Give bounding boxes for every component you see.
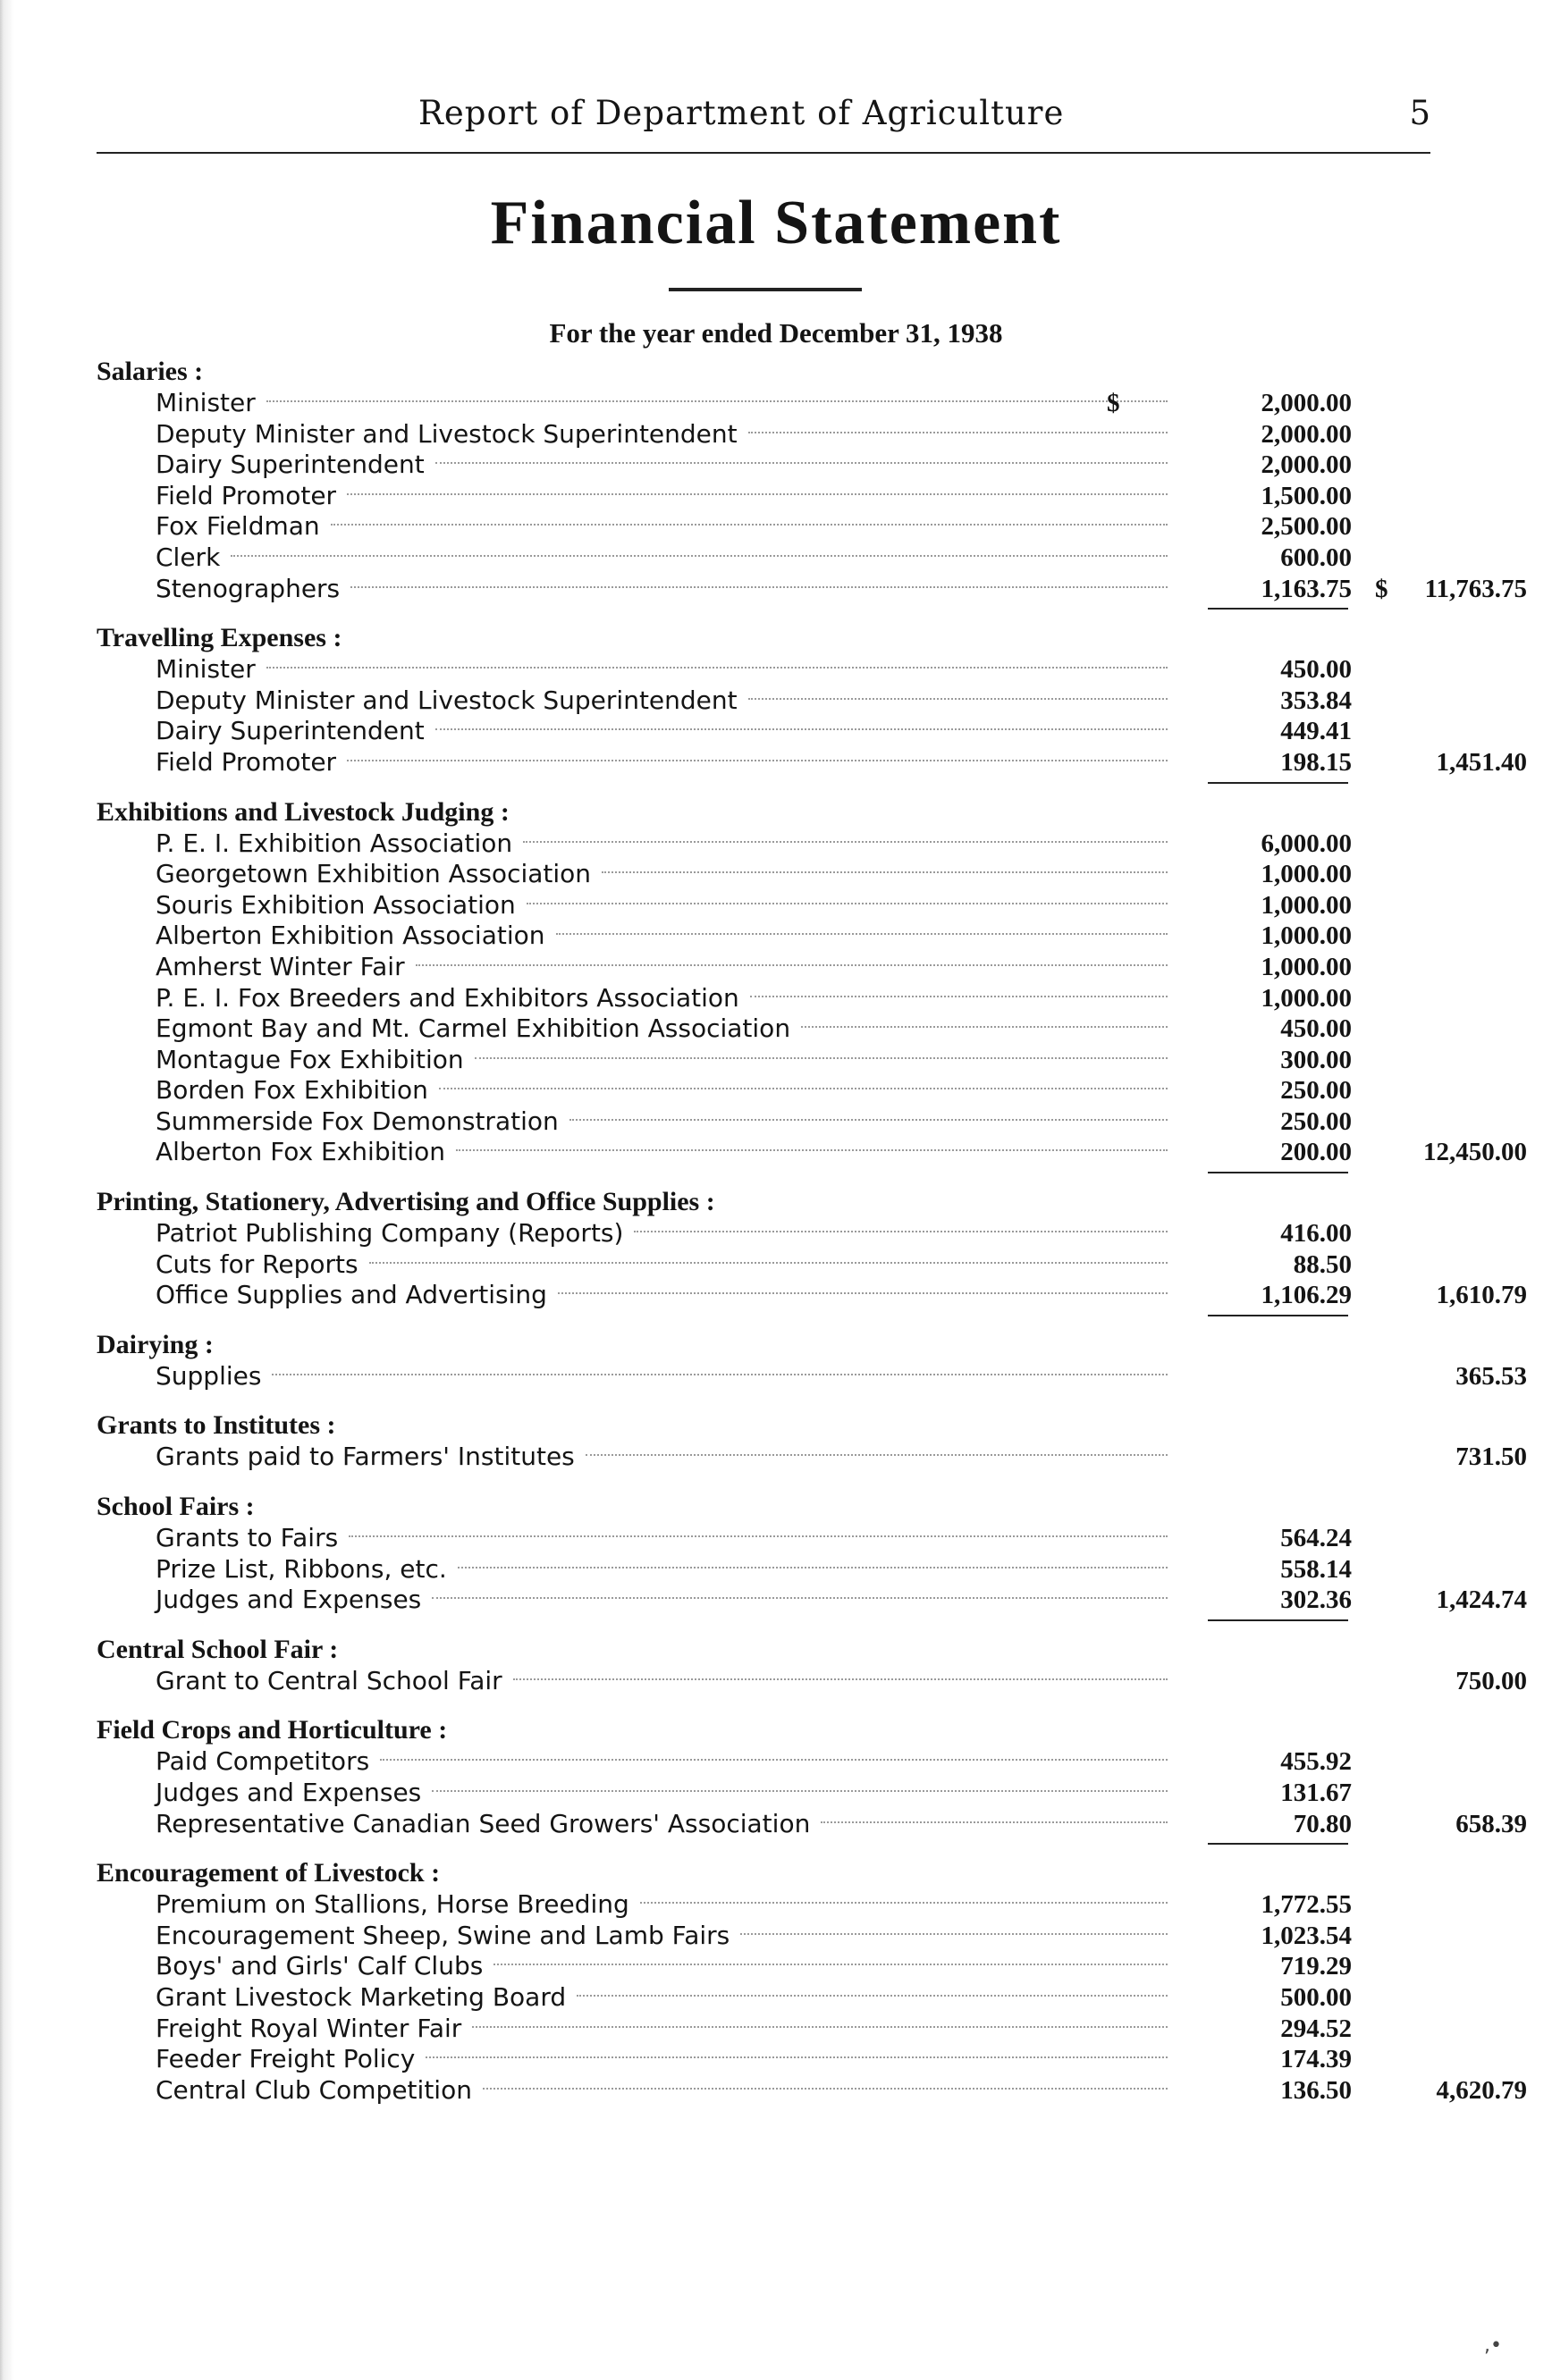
dot-leader xyxy=(750,983,1168,997)
line-item-label-group xyxy=(156,1280,1175,1311)
subtotal-rule xyxy=(1208,1619,1348,1621)
line-item-amount: 131.67 xyxy=(1280,1779,1352,1807)
line-item-amount: 416.00 xyxy=(1280,1219,1352,1249)
line-item-amount: 1,106.29 xyxy=(1261,1281,1352,1310)
line-item-amount: 1,000.00 xyxy=(1261,952,1352,981)
line-item-amount: 1,000.00 xyxy=(1261,860,1352,889)
line-item-label: Judges and Expenses xyxy=(156,1778,422,1807)
dot-leader xyxy=(527,890,1168,904)
section-total: 658.39 xyxy=(1455,1809,1527,1838)
line-item-label-group xyxy=(156,1045,1175,1076)
statement-section xyxy=(97,1491,1527,1616)
line-item-label: Prize List, Ribbons, etc. xyxy=(156,1553,447,1584)
line-item-label-group xyxy=(156,716,1175,747)
line-item-amount: 88.50 xyxy=(1293,1249,1352,1279)
line-item-label: Alberton Fox Exhibition xyxy=(156,1137,446,1167)
line-item-amount: 302.36 xyxy=(1280,1585,1352,1615)
line-item-amount: 2,500.00 xyxy=(1261,512,1352,542)
line-item-amount: 1,000.00 xyxy=(1261,890,1352,920)
statement-section xyxy=(97,796,1527,1169)
dot-leader xyxy=(634,1218,1168,1232)
dot-leader xyxy=(456,1137,1168,1151)
line-item-label: Borden Fox Exhibition xyxy=(156,1075,428,1106)
line-item xyxy=(97,921,1438,952)
line-item xyxy=(97,1808,1527,1840)
line-item-label: Boys' and Girls' Calf Clubs xyxy=(156,1951,484,1981)
line-item xyxy=(97,1982,1438,2014)
line-item-label: Grant Livestock Marketing Board xyxy=(156,1981,567,2012)
line-item-label-group xyxy=(156,2044,1175,2075)
line-item-label-group xyxy=(156,511,1175,542)
line-item-label-group xyxy=(156,1951,1175,1982)
line-item-amount: 294.52 xyxy=(1280,2014,1352,2043)
line-item xyxy=(97,1746,1438,1778)
dot-leader xyxy=(458,1554,1168,1568)
line-item-label: Judges and Expenses xyxy=(156,1585,422,1615)
line-item xyxy=(97,1442,1527,1473)
dot-leader xyxy=(569,1106,1168,1121)
line-item xyxy=(97,746,1527,778)
subtotal-rule xyxy=(1208,1843,1348,1845)
dot-leader xyxy=(602,859,1168,873)
header-rule xyxy=(97,152,1430,154)
dot-leader xyxy=(493,1951,1168,1965)
line-item-label: Field Promoter xyxy=(156,480,337,510)
dot-leader xyxy=(439,1075,1168,1089)
statement-section xyxy=(97,1857,1527,2106)
line-item-label: Alberton Exhibition Association xyxy=(156,921,545,951)
line-item xyxy=(97,828,1438,860)
line-item-label-group xyxy=(156,1075,1175,1106)
line-item-amount: 450.00 xyxy=(1280,1014,1352,1044)
dot-leader xyxy=(231,542,1168,557)
line-item-label: Montague Fox Exhibition xyxy=(156,1044,464,1074)
line-item-label: Encouragement Sheep, Swine and Lamb Fairs xyxy=(156,1920,730,1950)
line-item-amount: 500.00 xyxy=(1280,1982,1352,2012)
line-item-amount: 1,000.00 xyxy=(1261,921,1352,951)
dot-leader xyxy=(513,1666,1168,1680)
total-dollar-sign: $ xyxy=(1375,574,1388,603)
dot-leader xyxy=(435,716,1168,730)
line-item-label: Paid Competitors xyxy=(156,1746,370,1777)
line-item-amount: 455.92 xyxy=(1280,1747,1352,1777)
line-item-amount: 250.00 xyxy=(1280,1076,1352,1106)
dot-leader xyxy=(435,450,1168,464)
line-item xyxy=(97,2074,1527,2107)
line-item-label: Stenographers xyxy=(156,573,341,603)
line-item xyxy=(97,542,1438,574)
section-total: 731.50 xyxy=(1455,1442,1527,1472)
subtotal-rule xyxy=(1208,1172,1348,1173)
line-item-label: Deputy Minister and Livestock Superintendent xyxy=(156,418,738,449)
line-item-label-group xyxy=(156,1889,1175,1921)
statement-section xyxy=(97,622,1527,778)
line-item-label-group xyxy=(156,450,1175,481)
page-number: 5 xyxy=(1409,94,1430,132)
line-item-label-group xyxy=(156,2014,1175,2045)
dot-leader xyxy=(558,1280,1168,1294)
line-item-label-group xyxy=(156,1137,1175,1168)
section-heading: Encouragement of Livestock : xyxy=(97,1858,441,1888)
line-item xyxy=(97,1951,1438,1982)
subtotal-rule xyxy=(1208,782,1348,784)
dot-leader xyxy=(266,388,1168,402)
line-item-amount: 564.24 xyxy=(1280,1524,1352,1553)
line-item-label: Supplies xyxy=(156,1360,262,1391)
line-item-label: Central Club Competition xyxy=(156,2074,472,2105)
line-item-amount: 2,000.00 xyxy=(1261,419,1352,449)
line-item-label-group xyxy=(156,1921,1175,1952)
dot-leader xyxy=(347,481,1168,495)
dot-leader xyxy=(349,1523,1168,1537)
line-item-label: P. E. I. Exhibition Association xyxy=(156,828,513,858)
line-item-label-group xyxy=(156,1361,1175,1392)
line-item-label-group xyxy=(156,574,1175,605)
line-item xyxy=(97,511,1438,542)
line-item-label-group xyxy=(156,828,1175,860)
line-item-label-group xyxy=(156,1809,1175,1840)
line-item-label-group xyxy=(156,747,1175,778)
line-item xyxy=(97,1523,1438,1554)
line-item-label: Cuts for Reports xyxy=(156,1249,358,1279)
dot-leader xyxy=(472,2014,1168,2028)
line-item xyxy=(97,716,1438,747)
line-item-amount: 558.14 xyxy=(1280,1554,1352,1584)
dot-leader xyxy=(272,1361,1168,1375)
line-item-label-group xyxy=(156,1554,1175,1585)
dot-leader xyxy=(821,1809,1168,1823)
statement-sections xyxy=(97,356,1527,2106)
line-item-label-group xyxy=(156,890,1175,921)
line-item-label-group xyxy=(156,1982,1175,2014)
line-item xyxy=(97,419,1438,450)
line-item-label-group xyxy=(156,2075,1175,2107)
section-heading: Travelling Expenses : xyxy=(97,623,342,653)
line-item-amount: 136.50 xyxy=(1280,2075,1352,2105)
line-item-label: Feeder Freight Policy xyxy=(156,2044,416,2074)
line-item xyxy=(97,1137,1527,1168)
line-item-label-group xyxy=(156,1442,1175,1473)
line-item-label: Clerk xyxy=(156,542,221,572)
statement-section xyxy=(97,1186,1527,1311)
line-item-amount: 2,000.00 xyxy=(1261,450,1352,480)
running-header xyxy=(97,94,1430,147)
line-item-label-group xyxy=(156,481,1175,512)
line-item-label: Souris Exhibition Association xyxy=(156,889,516,920)
dot-leader xyxy=(266,654,1168,669)
line-item-amount: 6,000.00 xyxy=(1261,828,1352,858)
line-item-label: Freight Royal Winter Fair xyxy=(156,2013,462,2043)
line-item-amount: 2,000.00 xyxy=(1261,389,1352,417)
line-item xyxy=(97,1360,1527,1392)
line-item-amount: 1,163.75 xyxy=(1261,574,1352,603)
line-item-label-group xyxy=(156,1013,1175,1045)
line-item xyxy=(97,388,1438,419)
dot-leader xyxy=(432,1585,1168,1599)
section-heading: Central School Fair : xyxy=(97,1634,339,1664)
line-item-amount: 719.29 xyxy=(1280,1952,1352,1981)
statement-section xyxy=(97,1409,1527,1473)
line-item xyxy=(97,1106,1438,1138)
line-item xyxy=(97,481,1438,512)
line-item-label-group xyxy=(156,1218,1175,1249)
line-item-label-group xyxy=(156,419,1175,450)
dot-leader xyxy=(426,2044,1168,2058)
line-item-label: Egmont Bay and Mt. Carmel Exhibition Association xyxy=(156,1013,791,1044)
dot-leader xyxy=(331,511,1168,526)
section-total: 750.00 xyxy=(1455,1666,1527,1695)
dot-leader xyxy=(801,1013,1168,1028)
dot-leader xyxy=(380,1746,1168,1761)
line-item-label: Representative Canadian Seed Growers' Association xyxy=(156,1808,811,1838)
stray-ink-mark: ,• xyxy=(1484,2334,1502,2357)
line-item-amount: 449.41 xyxy=(1280,717,1352,746)
line-item-amount: 300.00 xyxy=(1280,1045,1352,1074)
section-total: 1,424.74 xyxy=(1436,1585,1527,1615)
dot-leader xyxy=(748,419,1168,433)
dot-leader xyxy=(748,685,1168,700)
line-item-label: Minister xyxy=(156,388,256,417)
section-heading: Grants to Institutes : xyxy=(97,1410,336,1441)
statement-section xyxy=(97,1329,1527,1392)
dollar-sign: $ xyxy=(1107,389,1120,417)
title-rule xyxy=(669,288,862,291)
line-item xyxy=(97,1921,1438,1952)
scan-edge-shadow xyxy=(0,0,14,2380)
line-item xyxy=(97,1249,1438,1281)
section-total: 1,610.79 xyxy=(1436,1281,1527,1310)
line-item-label: Amherst Winter Fair xyxy=(156,951,405,981)
line-item-amount: 174.39 xyxy=(1280,2045,1352,2074)
line-item xyxy=(97,1218,1438,1249)
dot-leader xyxy=(577,1982,1168,1997)
dot-leader xyxy=(483,2075,1168,2090)
line-item-label: Deputy Minister and Livestock Superintendent xyxy=(156,685,738,715)
section-heading: Salaries : xyxy=(97,357,204,386)
line-item xyxy=(97,450,1438,481)
section-heading: Dairying : xyxy=(97,1329,214,1359)
line-item-amount: 600.00 xyxy=(1280,542,1352,572)
line-item xyxy=(97,1075,1438,1106)
line-item-label-group xyxy=(156,1523,1175,1554)
dot-leader xyxy=(556,921,1168,935)
statement-section xyxy=(97,356,1527,604)
line-item-label: Premium on Stallions, Horse Breeding xyxy=(156,1889,629,1920)
dot-leader xyxy=(475,1045,1168,1059)
line-item-amount: 200.00 xyxy=(1280,1138,1352,1167)
section-total: 365.53 xyxy=(1455,1361,1527,1391)
page-title: Financial Statement xyxy=(490,189,1062,257)
line-item-amount: 1,500.00 xyxy=(1261,481,1352,510)
line-item-amount: 198.15 xyxy=(1280,747,1352,777)
line-item-label-group xyxy=(156,1106,1175,1138)
line-item-label-group xyxy=(156,654,1175,685)
line-item xyxy=(97,2014,1438,2045)
section-total: 12,450.00 xyxy=(1423,1138,1527,1167)
line-item-label: Grants to Fairs xyxy=(156,1523,339,1553)
line-item-amount: 450.00 xyxy=(1280,655,1352,685)
line-item-amount: 1,000.00 xyxy=(1261,983,1352,1013)
statement-section xyxy=(97,1634,1527,1697)
line-item-label: Field Promoter xyxy=(156,746,337,777)
line-item-label: Grant to Central School Fair xyxy=(156,1665,502,1695)
line-item-label-group xyxy=(156,1585,1175,1616)
line-item-amount: 70.80 xyxy=(1293,1809,1352,1838)
line-item xyxy=(97,1045,1438,1076)
line-item-label-group xyxy=(156,1249,1175,1281)
line-item xyxy=(97,654,1438,685)
line-item xyxy=(97,952,1438,983)
line-item-label: Summerside Fox Demonstration xyxy=(156,1106,559,1136)
line-item-label-group xyxy=(156,542,1175,574)
line-item-label: Dairy Superintendent xyxy=(156,716,425,746)
dot-leader xyxy=(523,828,1168,843)
line-item xyxy=(97,1280,1527,1311)
line-item xyxy=(97,1665,1527,1697)
line-item-label-group xyxy=(156,685,1175,717)
section-total: 4,620.79 xyxy=(1436,2075,1527,2105)
line-item-label-group xyxy=(156,1666,1175,1697)
line-item-label-group xyxy=(156,952,1175,983)
line-item-label: Patriot Publishing Company (Reports) xyxy=(156,1218,624,1249)
line-item-label: Fox Fieldman xyxy=(156,511,320,542)
line-item xyxy=(97,1889,1438,1921)
line-item-label: P. E. I. Fox Breeders and Exhibitors Association xyxy=(156,982,739,1013)
line-item-label-group xyxy=(156,1746,1175,1778)
line-item-label: Minister xyxy=(156,654,256,685)
line-item-label: Office Supplies and Advertising xyxy=(156,1280,547,1310)
dot-leader xyxy=(586,1442,1168,1456)
dot-leader xyxy=(369,1249,1168,1264)
line-item-amount: 353.84 xyxy=(1280,685,1352,715)
dot-leader xyxy=(432,1778,1168,1792)
section-heading: School Fairs : xyxy=(97,1492,255,1522)
section-total: 1,451.40 xyxy=(1436,747,1527,777)
line-item xyxy=(97,890,1438,921)
line-item xyxy=(97,1778,1438,1809)
line-item-label: Dairy Superintendent xyxy=(156,450,425,480)
line-item-amount: 250.00 xyxy=(1280,1106,1352,1136)
line-item xyxy=(97,1585,1527,1616)
dot-leader xyxy=(347,747,1168,761)
section-heading: Printing, Stationery, Advertising and Office Supplies : xyxy=(97,1187,715,1217)
line-item xyxy=(97,685,1438,717)
section-total: 11,763.75 xyxy=(1424,574,1527,603)
running-header-title: Report of Department of Agriculture xyxy=(418,94,1065,132)
dot-leader xyxy=(350,574,1168,588)
line-item-label-group xyxy=(156,921,1175,952)
line-item-amount: 1,023.54 xyxy=(1261,1921,1352,1950)
line-item xyxy=(97,2044,1438,2075)
line-item xyxy=(97,983,1438,1014)
line-item xyxy=(97,1013,1438,1045)
line-item xyxy=(97,1554,1438,1585)
line-item-label-group xyxy=(156,1778,1175,1809)
line-item-label-group xyxy=(156,859,1175,890)
subtotal-rule xyxy=(1208,1315,1348,1316)
subtotal-rule xyxy=(1208,608,1348,610)
line-item xyxy=(97,573,1527,605)
dot-leader xyxy=(416,952,1168,966)
section-heading: Field Crops and Horticulture : xyxy=(97,1715,448,1745)
page-subtitle: For the year ended December 31, 1938 xyxy=(549,317,1003,349)
line-item-label: Grants paid to Farmers' Institutes xyxy=(156,1442,575,1472)
line-item-amount: 1,772.55 xyxy=(1261,1890,1352,1920)
line-item-label-group xyxy=(156,983,1175,1014)
line-item-label: Georgetown Exhibition Association xyxy=(156,859,592,889)
statement-section xyxy=(97,1714,1527,1839)
dot-leader xyxy=(640,1889,1168,1904)
section-heading: Exhibitions and Livestock Judging : xyxy=(97,796,510,827)
dot-leader xyxy=(740,1921,1168,1935)
line-item xyxy=(97,859,1438,890)
line-item-label-group xyxy=(156,388,1175,419)
